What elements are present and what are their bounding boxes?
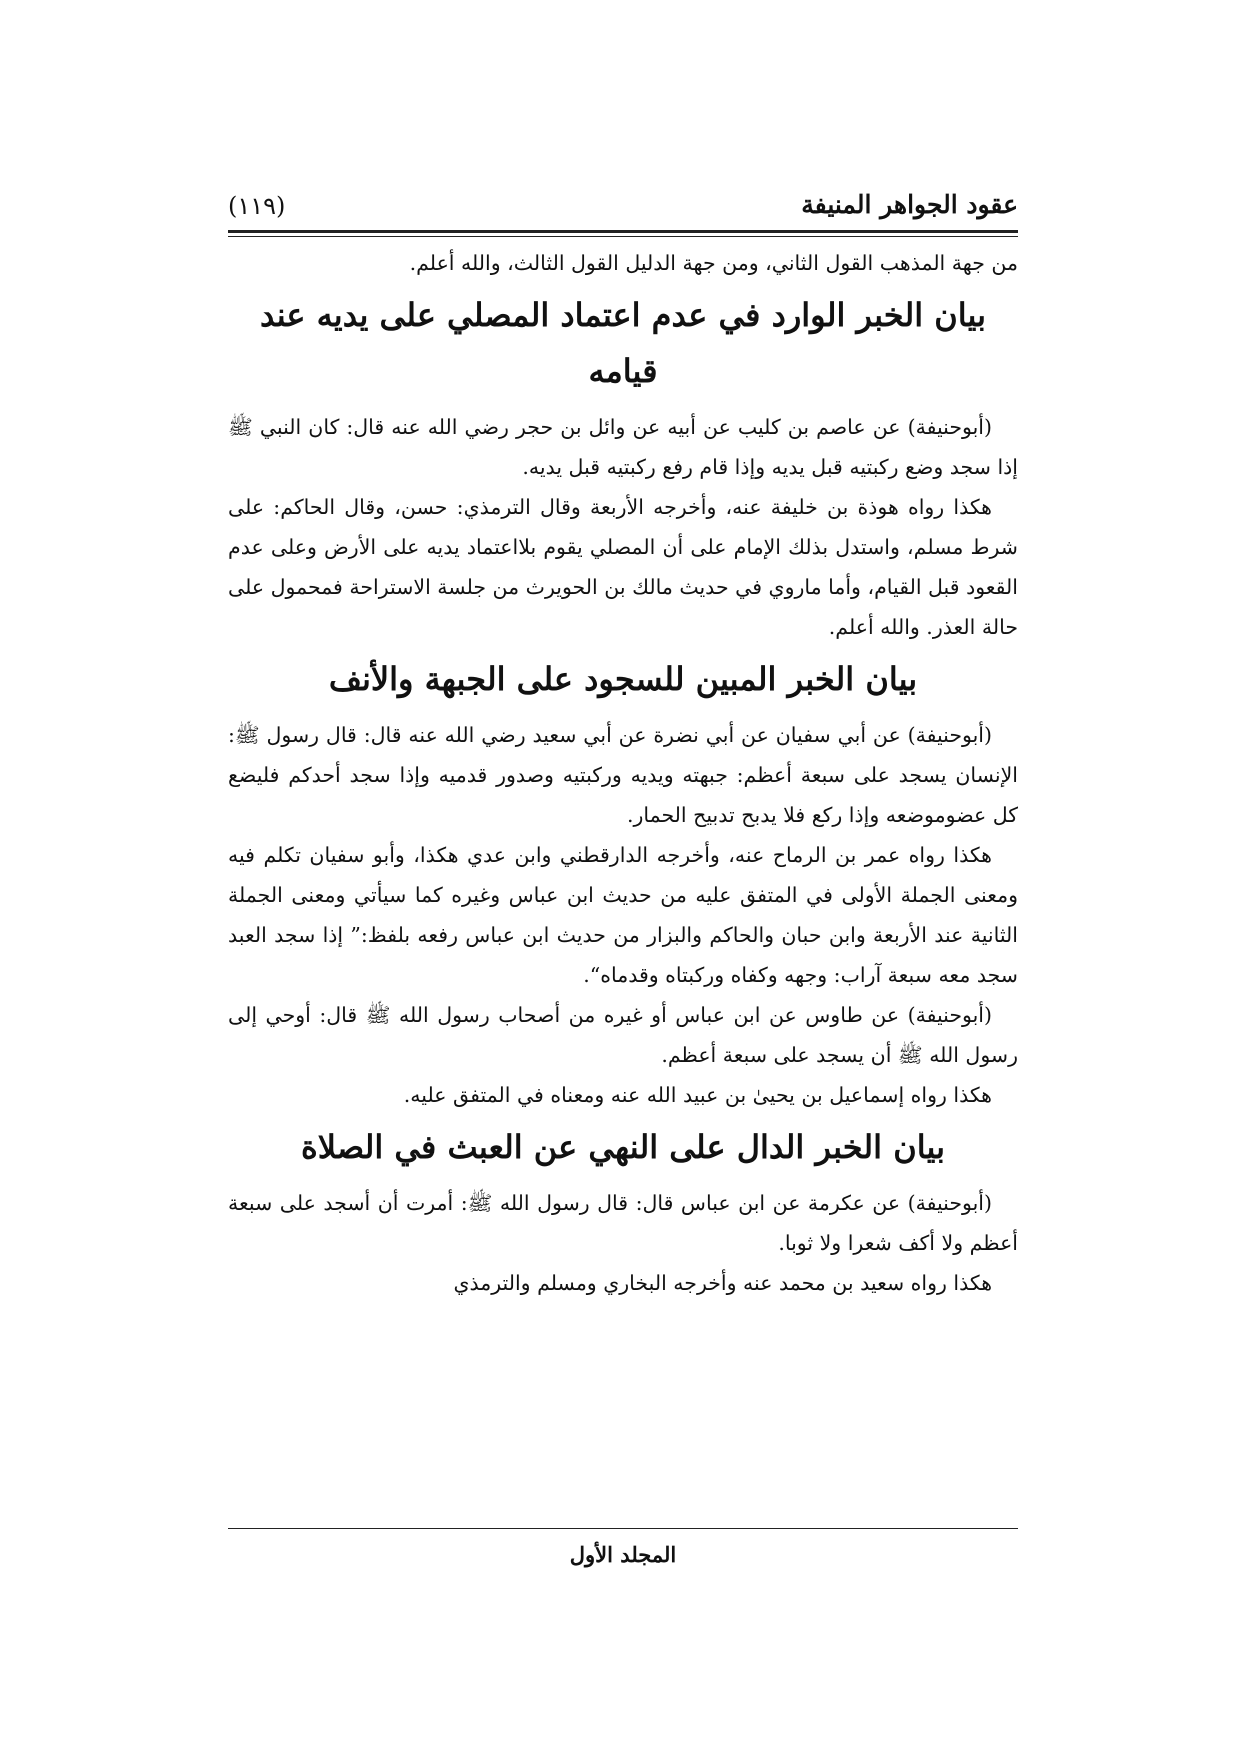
page-header [228, 180, 1018, 230]
section-heading-2: بيان الخبر المبين للسجود على الجبهة والأنف [328, 660, 918, 698]
section-heading-3: بيان الخبر الدال على النهي عن العبث في الصلاة [300, 1128, 946, 1166]
paragraph: (أبوحنيفة) عن عاصم بن كليب عن أبيه عن وائل بن حجر رضي الله عنه قال: كان النبي ﷺ إذا سجد وضع ركبتيه قبل يديه وإذا قام رفع ركبتيه قبل يديه. [228, 415, 1018, 479]
paragraph: هكذا رواه سعيد بن محمد عنه وأخرجه البخاري ومسلم والترمذي [453, 1271, 992, 1295]
book-page [228, 180, 1018, 1600]
paragraph: هكذا رواه إسماعيل بن يحيىٰ بن عبيد الله عنه ومعناه في المتفق عليه. [403, 1083, 992, 1107]
page-number: (١١٩) [228, 192, 286, 220]
paragraph: (أبوحنيفة) عن طاوس عن ابن عباس أو غيره من أصحاب رسول الله ﷺ قال: أوحي إلى رسول الله ﷺ أن يسجد على سبعة أعظم. [228, 1003, 1018, 1067]
book-title: عقود الجواهر المنيفة [801, 190, 1018, 219]
section-heading-1: بيان الخبر الوارد في عدم اعتماد المصلي على يديه عند قيامه [259, 296, 987, 390]
footer-rule [228, 1528, 1018, 1529]
paragraph: هكذا رواه هوذة بن خليفة عنه، وأخرجه الأربعة وقال الترمذي: حسن، وقال الحاكم: على شرط مسلم، واستدل بذلك الإمام على أن المصلي يقوم بلااعتماد يديه على الأرض وعلى عدم القعود قبل القيام، وأما ماروي في حديث مالك بن الحويرث من جلسة الاستراحة فمحمول على حالة العذر. والله أعلم. [228, 495, 1018, 639]
volume-label: المجلد الأول [569, 1542, 677, 1567]
intro-line: من جهة المذهب القول الثاني، ومن جهة الدليل القول الثالث، والله أعلم. [409, 251, 1018, 275]
paragraph: (أبوحنيفة) عن عكرمة عن ابن عباس قال: قال رسول الله ﷺ: أمرت أن أسجد على سبعة أعظم ولا أكف شعرا ولا ثوبا. [228, 1191, 1018, 1255]
paragraph: (أبوحنيفة) عن أبي سفيان عن أبي نضرة عن أبي سعيد رضي الله عنه قال: قال رسول ﷺ: الإنسان يسجد على سبعة أعظم: جبهته ويديه وركبتيه وصدور قدميه وإذا سجد أحدكم فليضع كل عضوموضعه وإذا ركع فلا يدبح تدبيح الحمار. [228, 723, 1018, 827]
paragraph: هكذا رواه عمر بن الرماح عنه، وأخرجه الدارقطني وابن عدي هكذا، وأبو سفيان تكلم فيه ومعنى الجملة الأولى في المتفق عليه من حديث ابن عباس وغيره كما سيأتي ومعنى الجملة الثانية عند الأربعة وابن حبان والحاكم والبزار من حديث ابن عباس رفعه بلفظ:” إذا سجد العبد سجد معه سبعة آراب: وجهه وكفاه وركبتاه وقدماه“. [228, 843, 1018, 987]
page-content [228, 243, 1018, 1303]
header-rule [228, 230, 1018, 237]
